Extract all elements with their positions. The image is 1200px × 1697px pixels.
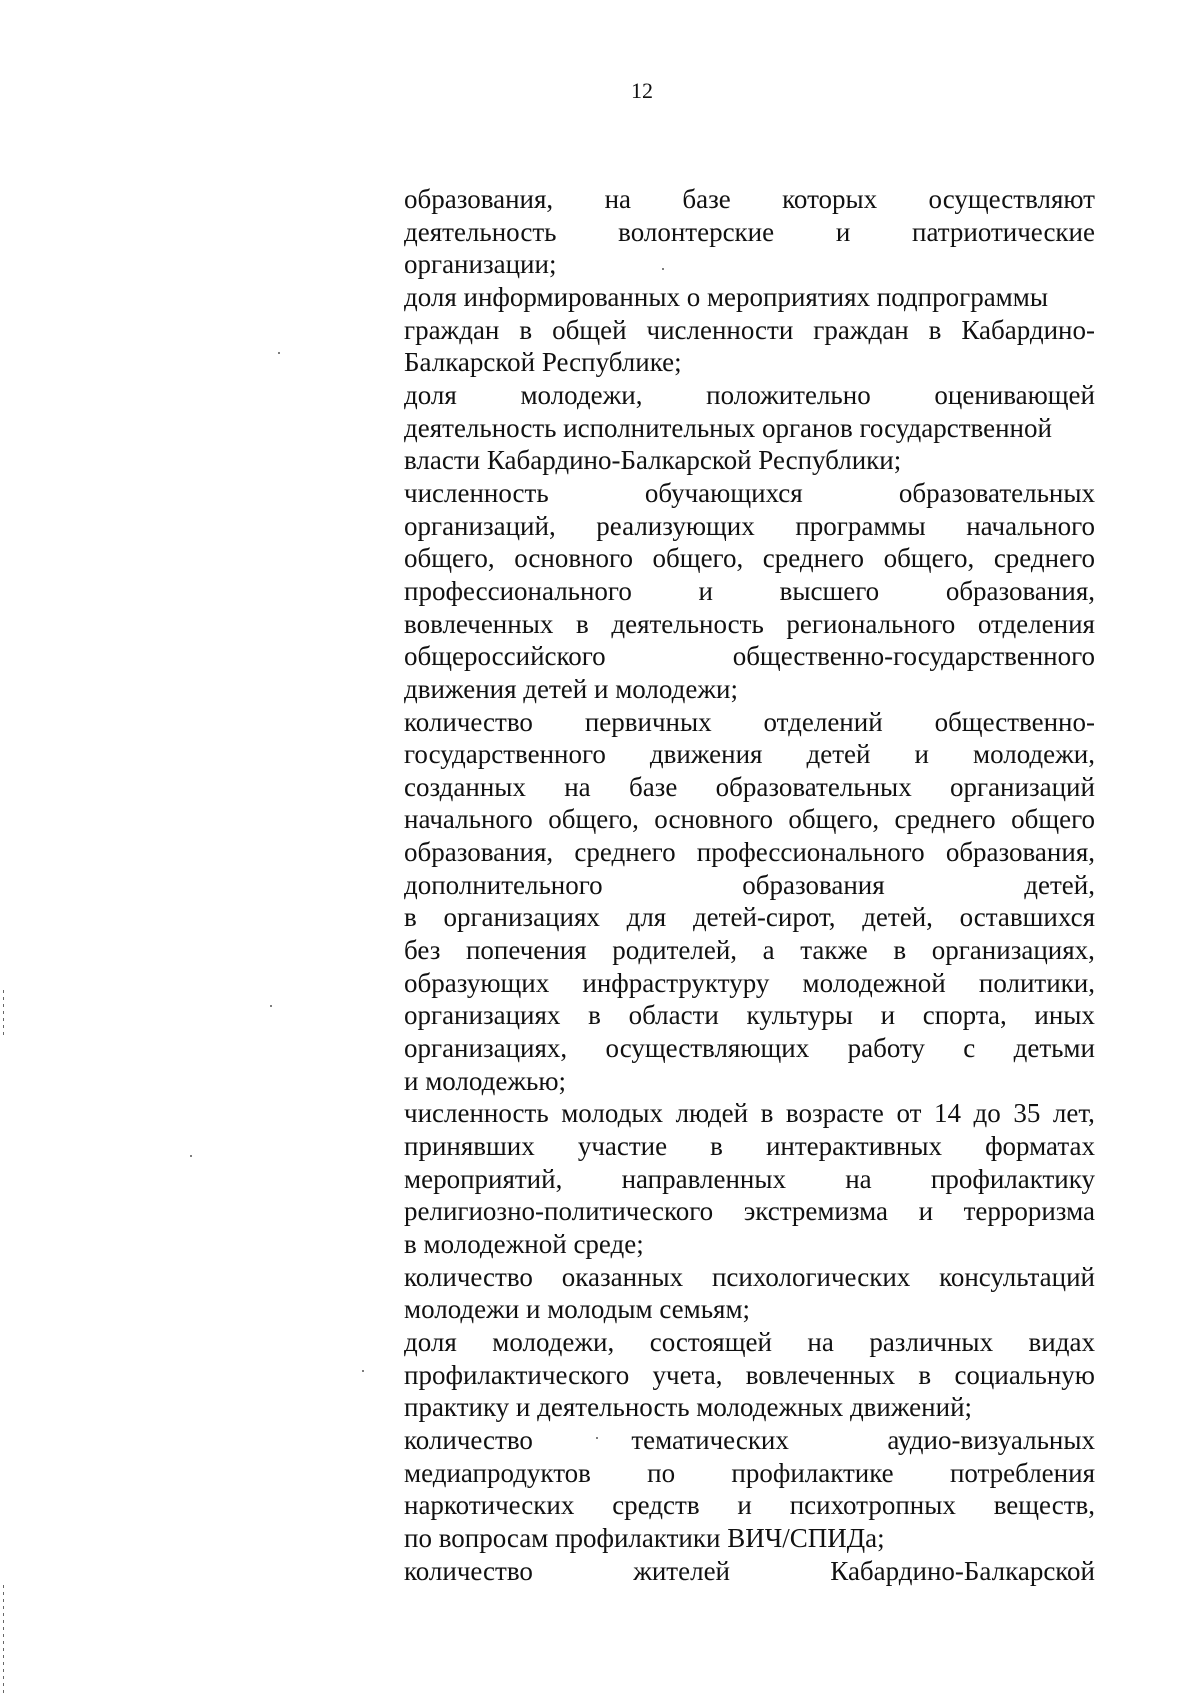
text-line [404, 575, 1095, 608]
word: организаций, [404, 510, 556, 541]
text-line [404, 1195, 1095, 1228]
word: волонтерские [618, 216, 775, 247]
word: доля [404, 1326, 457, 1357]
text-line: и молодежью; [404, 1065, 566, 1096]
text-line [404, 1163, 1095, 1196]
word: аудио-визуальных [887, 1424, 1095, 1455]
word: жителей [633, 1555, 730, 1586]
word: созданных [404, 771, 526, 802]
word: профилактического [404, 1359, 630, 1390]
text-line [404, 1424, 1095, 1457]
text-line [404, 379, 1095, 412]
word: движения [649, 739, 763, 770]
word: обучающихся [644, 477, 803, 508]
word: иных [1034, 1000, 1095, 1031]
word: организациях [404, 1000, 561, 1031]
word: в [519, 314, 533, 345]
word: потребления [949, 1457, 1095, 1488]
word: реализующих [596, 510, 755, 541]
text-line [404, 608, 1095, 641]
word: оставшихся [959, 902, 1095, 933]
scan-speck [662, 268, 664, 270]
text-line [404, 771, 1095, 804]
word: в [575, 608, 589, 639]
text-line [404, 314, 1095, 347]
text-line [404, 836, 1095, 869]
word: отделения [977, 608, 1095, 639]
word: среднего [762, 543, 864, 574]
word: осуществляют [928, 184, 1095, 214]
word: тематических [631, 1424, 789, 1455]
word: состоящей [649, 1326, 772, 1357]
word: психологических [711, 1261, 911, 1292]
word: дополнительного [404, 869, 603, 900]
word: регионального [786, 608, 956, 639]
word: и [835, 216, 851, 247]
word: 35 [1013, 1098, 1041, 1129]
word: и [880, 1000, 896, 1031]
word: и [914, 739, 929, 770]
word: вовлеченных [745, 1359, 896, 1390]
word: образования, [945, 837, 1095, 868]
word: медиапродуктов [404, 1457, 591, 1488]
word: среднего [574, 837, 676, 868]
word: наркотических [404, 1490, 575, 1521]
word: среднего [993, 543, 1095, 574]
text-line: организации; [404, 249, 557, 280]
text-line [404, 967, 1095, 1000]
word: в [404, 902, 417, 933]
text-line [404, 999, 1095, 1032]
word: первичных [584, 706, 712, 737]
word: спорта, [922, 1000, 1007, 1031]
word: социальную [954, 1359, 1095, 1390]
word: области [628, 1000, 719, 1031]
word: общего, [788, 804, 880, 835]
text-line [404, 1097, 1095, 1130]
word: высшего [779, 575, 880, 606]
text-line: деятельность исполнительных органов государственной [404, 412, 1052, 443]
scan-speck [270, 1005, 272, 1007]
word: для [626, 902, 667, 933]
word: детей, [1024, 869, 1095, 900]
word: молодых [561, 1098, 664, 1129]
word: на [564, 771, 591, 802]
text-line [404, 1326, 1095, 1359]
word: доля [404, 379, 457, 410]
text-line: доля информированных о мероприятиях подпрограммы [404, 281, 1048, 312]
word: начального [966, 510, 1095, 541]
word: численности [646, 314, 794, 345]
word: общего, [404, 543, 495, 574]
text-line [404, 477, 1095, 510]
text-line [404, 1457, 1095, 1490]
word: учета, [652, 1359, 723, 1390]
word: до [973, 1098, 1001, 1129]
word: количество [404, 1261, 533, 1292]
word: работу [847, 1033, 925, 1064]
word: отделений [763, 706, 883, 737]
word: 14 [933, 1098, 961, 1129]
word: образования, [945, 575, 1095, 606]
word: консультаций [939, 1261, 1095, 1292]
text-line [404, 803, 1095, 836]
word: молодежной [802, 967, 946, 998]
text-line [404, 706, 1095, 739]
word: профилактике [731, 1457, 894, 1488]
word: от [896, 1098, 922, 1129]
word: государственного [404, 739, 606, 770]
text-line [404, 510, 1095, 543]
word: Кабардино- [961, 314, 1095, 345]
word: организациях [443, 902, 600, 933]
word: психотропных [789, 1490, 956, 1521]
word: различных [869, 1326, 994, 1357]
word: программы [795, 510, 926, 541]
word: деятельность [611, 608, 764, 639]
word: патриотические [912, 216, 1095, 247]
document-body [404, 183, 1095, 1587]
text-line: по вопросам профилактики ВИЧ/СПИДа; [404, 1522, 885, 1553]
word: и [698, 575, 713, 606]
text-line [404, 216, 1095, 249]
word: базе [628, 771, 678, 802]
scan-edge-mark [3, 990, 4, 1035]
word: родителей, [612, 935, 738, 966]
word: по [647, 1457, 676, 1488]
word: политики, [978, 967, 1095, 998]
word: Кабардино-Балкарской [830, 1555, 1095, 1586]
word: основного [654, 804, 773, 835]
word: культуры [746, 1000, 853, 1031]
word: организациях, [404, 1033, 568, 1064]
scan-speck [190, 1155, 192, 1157]
word: в [918, 1359, 932, 1390]
word: в [928, 314, 942, 345]
word: общего, [548, 804, 639, 835]
text-line [404, 934, 1095, 967]
word: интерактивных [765, 1131, 942, 1162]
word: и [737, 1490, 752, 1521]
word: молодежи, [520, 379, 643, 410]
word: организаций [950, 771, 1095, 802]
word: направленных [621, 1163, 786, 1194]
word: граждан [813, 314, 909, 345]
scan-speck [278, 352, 280, 354]
word: количество [404, 1555, 533, 1586]
word: без [404, 935, 441, 966]
scan-edge-mark [3, 1585, 4, 1697]
text-line [404, 542, 1095, 575]
word: в [893, 935, 907, 966]
word: общественно- [934, 706, 1095, 737]
word: организациях, [931, 935, 1095, 966]
word: детьми [1013, 1033, 1095, 1064]
word: веществ, [993, 1490, 1095, 1521]
word: форматах [985, 1131, 1095, 1162]
page-number: 12 [631, 78, 653, 103]
word: положительно [706, 379, 871, 410]
word: детей, [862, 902, 933, 933]
word: на [845, 1163, 872, 1194]
word: количество [404, 706, 533, 737]
text-line [404, 738, 1095, 771]
text-line [404, 1261, 1095, 1294]
word: деятельность [404, 216, 557, 247]
word: начального [404, 804, 533, 835]
text-line [404, 901, 1095, 934]
word: образования, [404, 837, 554, 868]
word: в [710, 1131, 723, 1162]
word: общего, [883, 543, 975, 574]
word: которых [782, 184, 878, 214]
text-line [404, 183, 1095, 216]
text-line [404, 640, 1095, 673]
word: осуществляющих [605, 1033, 810, 1064]
word: детей-сирот, [692, 902, 836, 933]
text-line [404, 1359, 1095, 1392]
word: мероприятий, [404, 1163, 563, 1194]
text-line: власти Кабардино-Балкарской Республики; [404, 445, 902, 476]
word: базе [682, 184, 731, 214]
word: образующих [404, 967, 550, 998]
word: средств [612, 1490, 700, 1521]
word: а [762, 935, 775, 966]
word: на [807, 1326, 834, 1357]
word: численность [404, 477, 549, 508]
word: терроризма [963, 1196, 1095, 1227]
word: количество [404, 1424, 533, 1455]
word: образовательных [898, 477, 1095, 508]
word: общей [552, 314, 627, 345]
word: возрасте [785, 1098, 884, 1129]
word: на [604, 184, 632, 214]
word: профилактику [930, 1163, 1095, 1194]
word: экстремизма [743, 1196, 889, 1227]
word: с [963, 1033, 976, 1064]
text-line: практику и деятельность молодежных движений; [404, 1392, 973, 1423]
text-line [404, 869, 1095, 902]
word: принявших [404, 1131, 535, 1162]
word: лет, [1052, 1098, 1095, 1129]
text-line: Балкарской Республике; [404, 347, 682, 378]
word: численность [404, 1098, 549, 1129]
scan-speck [596, 1437, 598, 1439]
word: профессионального [696, 837, 925, 868]
word: общероссийского [404, 641, 606, 672]
word: общественно-государственного [732, 641, 1095, 672]
word: участие [577, 1131, 668, 1162]
word: в [588, 1000, 601, 1031]
word: в [760, 1098, 774, 1129]
word: среднего [894, 804, 996, 835]
text-line [404, 1489, 1095, 1522]
word: общего [1011, 804, 1095, 835]
word: вовлеченных [404, 608, 554, 639]
word: инфраструктуру [582, 967, 770, 998]
word: оказанных [561, 1261, 684, 1292]
word: и [918, 1196, 934, 1227]
word: общего, [652, 543, 744, 574]
word: основного [514, 543, 633, 574]
text-line: движения детей и молодежи; [404, 673, 738, 704]
word: образования [742, 869, 885, 900]
text-line: в молодежной среде; [404, 1229, 644, 1259]
word: образовательных [715, 771, 912, 802]
word: детей [806, 739, 871, 770]
scan-speck [362, 1370, 364, 1372]
word: оценивающей [934, 379, 1095, 410]
word: также [800, 935, 868, 966]
text-line [404, 1032, 1095, 1065]
word: профессионального [404, 575, 632, 606]
text-line: молодежи и молодым семьям; [404, 1294, 751, 1325]
word: религиозно-политического [404, 1196, 714, 1227]
word: попечения [465, 935, 587, 966]
word: видах [1028, 1326, 1095, 1357]
word: людей [675, 1098, 749, 1129]
word: молодежи, [492, 1326, 615, 1357]
text-line [404, 1555, 1095, 1588]
word: граждан [404, 314, 500, 345]
word: молодежи, [972, 739, 1095, 770]
text-line [404, 1130, 1095, 1163]
word: образования, [404, 184, 554, 214]
